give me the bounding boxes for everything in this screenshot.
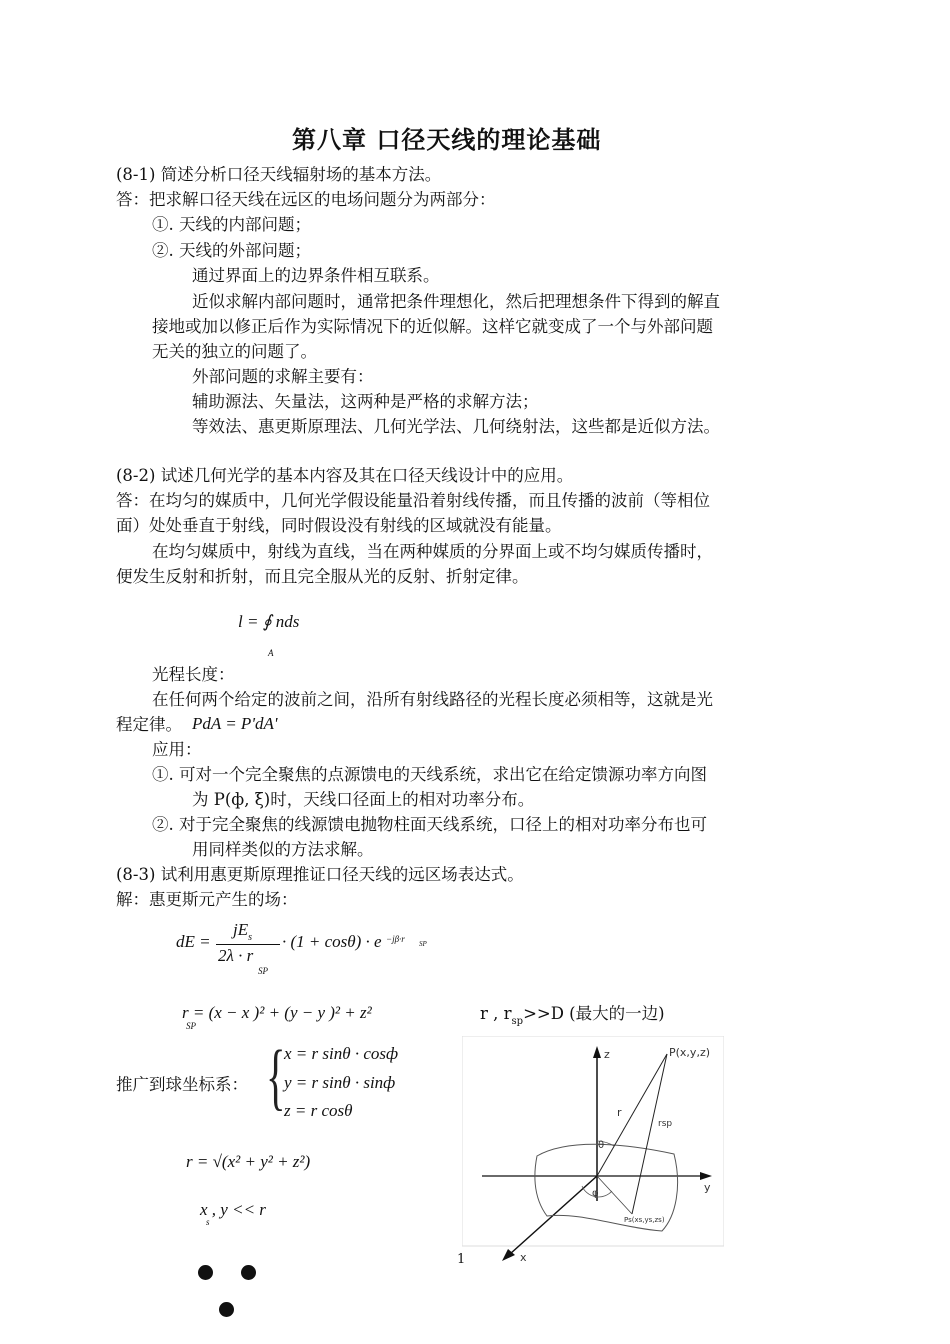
answer-8-2: 答：在均匀的媒质中，几何光学假设能量沿着射线传播，而且传播的波前（等相位 xyxy=(116,491,710,510)
text-boundary: 通过界面上的边界条件相互联系。 xyxy=(192,266,440,285)
label-z: z xyxy=(604,1048,610,1061)
text-applications: 应用： xyxy=(152,740,202,759)
label-y: y xyxy=(704,1181,711,1194)
paragraph-line: 便发生反射和折射，而且完全服从光的反射、折射定律。 xyxy=(116,567,529,586)
text-line: 辅助源法、矢量法，这两种是严格的求解方法； xyxy=(192,392,539,411)
paragraph-line: 接地或加以修正后作为实际情况下的近似解。这样它就变成了一个与外部问题 xyxy=(152,317,713,336)
list-item-app2-cont: 用同样类似的方法求解。 xyxy=(192,840,374,859)
paragraph-line: 无关的独立的问题了。 xyxy=(152,342,317,361)
fraction-bar xyxy=(216,944,280,945)
answer-8-2-cont: 面）处处垂直于射线，同时假设没有射线的区域就没有能量。 xyxy=(116,516,562,535)
answer-8-3: 解：惠更斯元产生的场： xyxy=(116,890,298,909)
label-x: x xyxy=(520,1251,527,1264)
text-line: 等效法、惠更斯原理法、几何光学法、几何绕射法，这些都是近似方法。 xyxy=(192,417,720,436)
equation-law: PdA = P'dA' xyxy=(192,714,278,733)
r-line xyxy=(597,1054,667,1176)
z-axis-arrow xyxy=(593,1046,601,1058)
condition-text: r , $r_{sp}>>D$ (最大的一边) xyxy=(480,1004,665,1027)
equation-xs-sub: s xyxy=(206,1217,210,1227)
list-item-internal: ①. 天线的内部问题； xyxy=(152,215,311,234)
equation-rsp: r = (x − x )² + (y − y )² + z² xyxy=(182,1003,372,1022)
label-phi: φ xyxy=(592,1188,599,1199)
bullet-dot xyxy=(241,1265,256,1280)
paragraph-line: 近似求解内部问题时，通常把条件理想化，然后把理想条件下得到的解直 xyxy=(192,292,720,311)
equation-optical-path: l = ∮ nds xyxy=(238,612,300,631)
equation-sph-x: x = r sinθ · cosф xyxy=(284,1044,399,1063)
label-point-p: P(x,y,z) xyxy=(669,1046,711,1059)
question-8-3: (8-3) 试利用惠更斯原理推证口径天线的远区场表达式。 xyxy=(116,865,524,884)
text-optical-path: 光程长度： xyxy=(152,665,235,684)
list-item-app1-cont: 为 P(ф, ξ)时，天线口径面上的相对功率分布。 xyxy=(192,790,535,809)
paragraph-line: 在均匀媒质中，射线为直线，当在两种媒质的分界面上或不均匀媒质传播时， xyxy=(152,542,713,561)
figure-frame xyxy=(462,1036,724,1246)
question-8-2: (8-2) 试述几何光学的基本内容及其在口径天线设计中的应用。 xyxy=(116,466,574,485)
page-number: 1 xyxy=(457,1252,466,1267)
label-point-ps: Ps(xs,ys,zs) xyxy=(624,1216,665,1224)
equation-sph-y: y = r sinθ · sinф xyxy=(284,1073,396,1092)
equation-r: r = √(x² + y² + z²) xyxy=(186,1152,311,1171)
ps-line xyxy=(597,1176,632,1214)
label-theta: θ xyxy=(598,1140,605,1151)
text-spherical: 推广到球坐标系： xyxy=(116,1075,248,1094)
equation-rsp-sub: SP xyxy=(186,1021,196,1031)
text-line: 外部问题的求解主要有： xyxy=(192,367,374,386)
bullet-dot xyxy=(198,1265,213,1280)
equation-sph-z: z = r cosθ xyxy=(284,1101,353,1120)
page-title: 第八章 口径天线的理论基础 xyxy=(292,126,602,154)
question-8-1: (8-1) 简述分析口径天线辐射场的基本方法。 xyxy=(116,165,442,184)
coordinate-figure xyxy=(462,1036,724,1272)
list-item-app2: ②. 对于完全聚焦的线源馈电抛物柱面天线系统，口径上的相对功率分布也可 xyxy=(152,815,707,834)
label-r: r xyxy=(617,1106,622,1119)
paragraph-line: 程定律。 xyxy=(116,715,182,734)
y-axis-arrow xyxy=(700,1172,712,1180)
label-rsp: rsp xyxy=(658,1119,673,1129)
answer-8-1: 答：把求解口径天线在远区的电场问题分为两部分： xyxy=(116,190,496,209)
equation-xs: x , y << r xyxy=(200,1200,266,1219)
brace: { xyxy=(266,1036,286,1118)
list-item-app1: ①. 可对一个完全聚焦的点源馈电的天线系统，求出它在给定馈源功率方向图 xyxy=(152,765,707,784)
equation-limit: A xyxy=(268,648,274,658)
paragraph-line: 在任何两个给定的波前之间，沿所有射线路径的光程长度必须相等，这就是光 xyxy=(152,690,713,709)
rsp-line xyxy=(632,1054,667,1214)
bullet-dot xyxy=(219,1302,234,1317)
list-item-external: ②. 天线的外部问题； xyxy=(152,241,311,260)
